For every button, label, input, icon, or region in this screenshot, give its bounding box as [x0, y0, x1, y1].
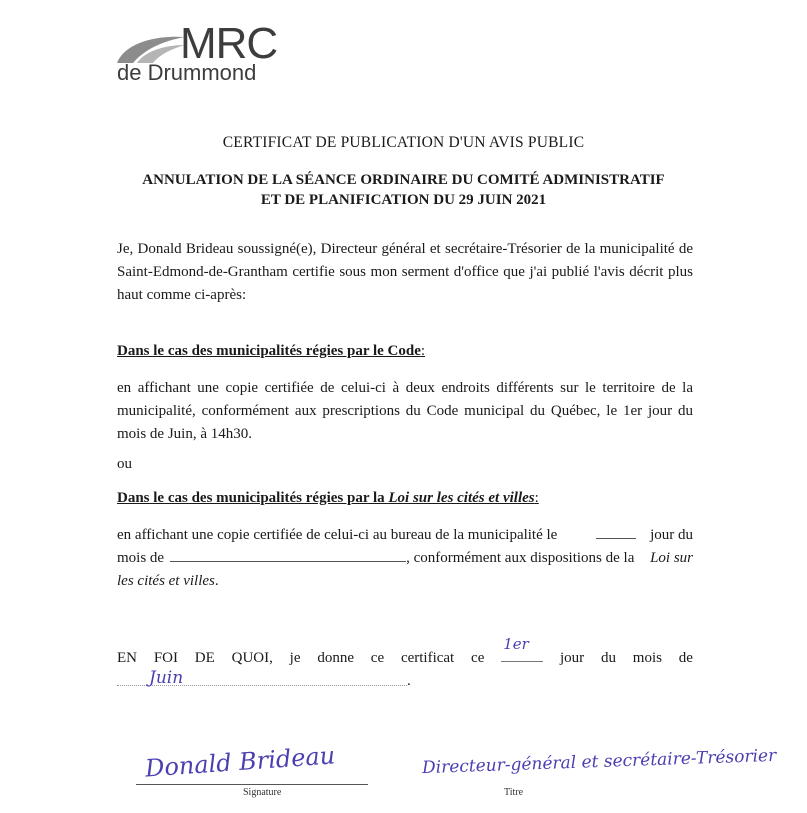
- day-blank: [596, 526, 636, 539]
- foi-word: du: [600, 650, 616, 666]
- handwritten-title: Directeur-général et secrétaire-Trésorier: [421, 745, 777, 779]
- foi-word: FOI: [153, 650, 178, 666]
- foi-end: .: [407, 673, 411, 689]
- foi-word: certificat: [400, 650, 455, 666]
- section-loi-heading-italic: Loi sur les cités et villes: [388, 490, 535, 506]
- section-loi-heading-prefix: Dans le cas des municipalités régies par la: [117, 490, 389, 506]
- month-blank: [170, 549, 406, 562]
- logo-org: MRC: [180, 19, 278, 68]
- signature-label: Signature: [243, 787, 282, 798]
- foi-word: EN: [117, 650, 137, 666]
- handwritten-signature: Donald Brideau: [144, 741, 336, 783]
- section-loi-body-italic1: Loi sur: [650, 550, 693, 566]
- foi-word: ce: [370, 650, 385, 666]
- section-loi-heading-suffix: :: [534, 490, 539, 506]
- foi-word: donne: [317, 650, 354, 666]
- foi-word: QUOI,: [231, 650, 273, 666]
- annulation-title: [100, 170, 707, 210]
- section-loi-heading: [117, 490, 539, 507]
- certificate-title: CERTIFICAT DE PUBLICATION D'UN AVIS PUBLIC: [222, 134, 585, 151]
- section-loi-body: [117, 524, 693, 593]
- title-label: Titre: [504, 787, 524, 798]
- section-loi-body-italic2: les cités et villes: [117, 573, 215, 589]
- or-text: ou: [117, 456, 132, 472]
- section-loi-body-part2: jour du: [650, 527, 693, 543]
- annulation-title-line2: ET DE PLANIFICATION DU 29 JUIN 2021: [260, 192, 547, 208]
- foi-word: DE: [194, 650, 215, 666]
- section-code-heading-text: Dans le cas des municipalités régies par le Code: [117, 343, 421, 359]
- section-code-body: en affichant une copie certifiée de celui-ci à deux endroits différents sur le territoire de la municipalité, conformément aux prescriptions du Code municipal du Québec, le 1er jour du mois de Juin, à 14h30.: [117, 380, 693, 442]
- foi-word: mois: [632, 650, 662, 666]
- foi-word: ce: [471, 650, 485, 666]
- signature-line: [136, 784, 368, 785]
- section-loi-body-part1: en affichant une copie certifiée de celui-ci au bureau de la municipalité le: [117, 527, 558, 543]
- section-loi-body-part3: mois de: [117, 550, 165, 566]
- logo-subtitle: de Drummond: [117, 60, 257, 85]
- section-code-heading-suffix: :: [420, 343, 426, 359]
- intro-paragraph: Je, Donald Brideau soussigné(e), Directeur général et secrétaire-Trésorier de la municipalité de Saint-Edmond-de-Grantham certifie sous mon serment d'office que j'ai publié l'avis décrit plus haut comme ci-après:: [117, 241, 693, 303]
- annulation-title-line1: ANNULATION DE LA SÉANCE ORDINAIRE DU COMITÉ ADMINISTRATIF: [142, 172, 665, 188]
- handwritten-month: Juin: [149, 668, 184, 688]
- foi-word: jour: [560, 650, 585, 666]
- section-loi-body-end: .: [214, 573, 219, 589]
- foi-word: je: [289, 650, 301, 666]
- section-code-heading: [117, 343, 425, 360]
- foi-word: de: [678, 650, 693, 666]
- handwritten-day: 1er: [503, 635, 529, 653]
- handwritten-day-field: [501, 635, 543, 662]
- section-loi-body-part4: , conformément aux dispositions de la: [406, 550, 635, 566]
- foi-section: [117, 635, 693, 693]
